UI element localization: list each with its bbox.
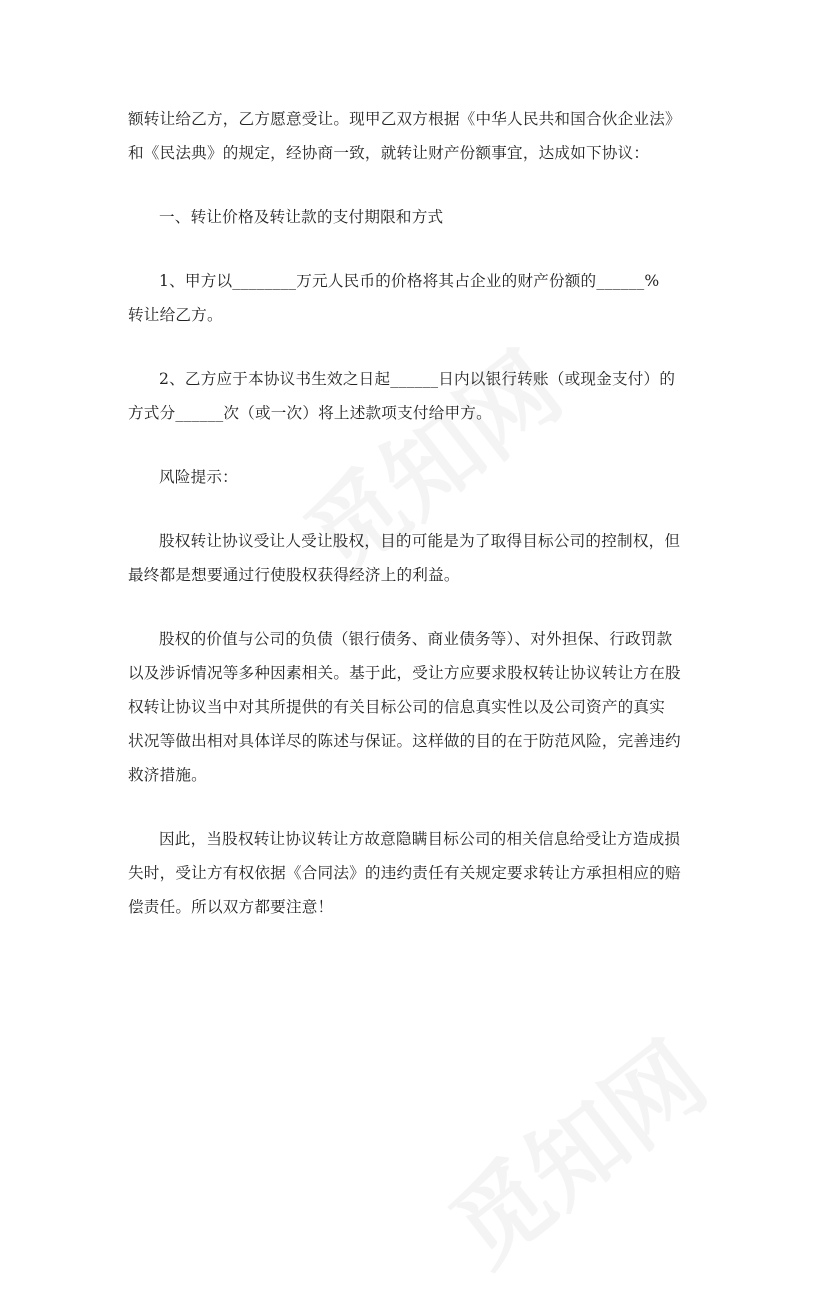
watermark-logo — [418, 1006, 729, 1291]
text-line: 救济措施。 — [128, 766, 207, 784]
text-line: 额转让给乙方，乙方愿意受让。现甲乙双方根据《中华人民共和国合伙企业法》 — [128, 110, 681, 128]
text-line: 2、乙方应于本协议书生效之日起______日内以银行转账（或现金支付）的 — [159, 370, 676, 388]
risk-paragraph-valuation — [128, 622, 718, 792]
clause-1 — [128, 264, 718, 332]
risk-paragraph-purpose — [128, 524, 718, 592]
text-line: 1、甲方以________万元人民币的价格将其占企业的财产份额的______% — [159, 272, 660, 290]
text-line: 股权的价值与公司的负债（银行债务、商业债务等）、对外担保、行政罚款 — [159, 630, 673, 648]
text-line: 状况等做出相对具体详尽的陈述与保证。这样做的目的在于防范风险，完善违约 — [128, 732, 681, 750]
text-line: 转让给乙方。 — [128, 306, 223, 324]
text-line: 一、转让价格及转让款的支付期限和方式 — [159, 208, 444, 226]
paragraph-agreement-basis — [128, 102, 718, 170]
text-line: 风险提示： — [159, 468, 238, 486]
text-line: 失时，受让方有权依据《合同法》的违约责任有关规定要求转让方承担相应的赔 — [128, 864, 681, 882]
text-line: 以及涉诉情况等多种因素相关。基于此，受让方应要求股权转让协议转让方在股 — [128, 664, 681, 682]
risk-paragraph-liability — [128, 822, 718, 924]
text-line: 最终都是想要通过行使股权获得经济上的利益。 — [128, 566, 460, 584]
text-line: 因此，当股权转让协议转让方故意隐瞒目标公司的相关信息给受让方造成损 — [159, 830, 681, 848]
clause-2 — [128, 362, 718, 430]
text-line: 股权转让协议受让人受让股权，目的可能是为了取得目标公司的控制权，但 — [159, 532, 681, 550]
risk-notice-heading — [128, 460, 718, 494]
text-line: 方式分______次（或一次）将上述款项支付给甲方。 — [128, 404, 492, 422]
document-body — [128, 102, 718, 924]
section-heading-payment — [128, 200, 718, 234]
text-line: 偿责任。所以双方都要注意！ — [128, 898, 334, 916]
text-line: 和《民法典》的规定，经协商一致，就转让财产份额事宜，达成如下协议： — [128, 144, 650, 162]
text-line: 权转让协议当中对其所提供的有关目标公司的信息真实性以及公司资产的真实 — [128, 698, 665, 716]
